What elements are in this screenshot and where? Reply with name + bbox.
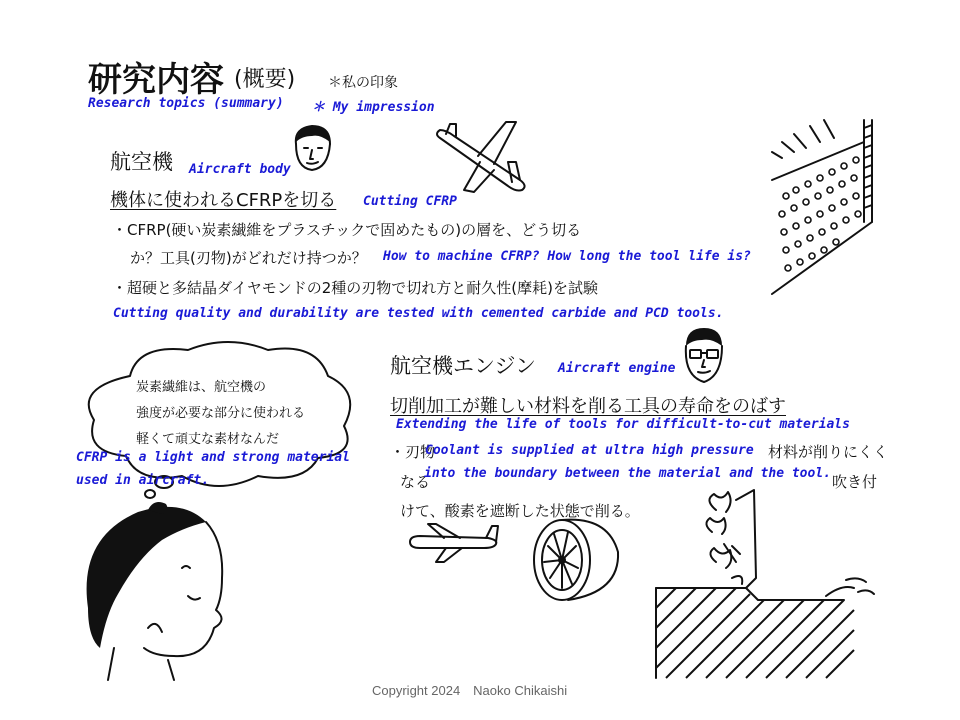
engine-en-line-1: Coolant is supplied at ultra high pressure [425,443,754,458]
copyright-notice: Copyright 2024 Naoko Chikaishi [372,683,568,698]
page-title-en: Research topics (summary) [88,96,284,111]
bubble-line-3: 軽くて頑丈な素材なんだ [136,432,280,447]
airplane-illustration [432,116,532,200]
bubble-line-2: 強度が必要な部分に使われる [136,406,306,421]
bubble-line-1: 炭素繊維は、航空機の [136,380,267,395]
aircraft-bullet-1-line-1: ・CFRP(硬い炭素繊維をプラスチックで固めたもの)の層を、どう切る [112,221,582,239]
engine-subheading: 切削加工が難しい材料を削る工具の寿命をのばす [390,396,786,417]
engine-line-3: けて、酸素を遮断した状態で削る。 [400,502,640,520]
page-title: 研究内容 [88,60,224,100]
engine-heading-en: Aircraft engine [558,361,676,376]
engine-line-2-end: 吹き付 [832,473,878,491]
engine-en-line-2: into the boundary between the material and the tool. [424,466,831,481]
child-thinking-illustration [78,498,228,680]
aircraft-bullet-1-en: How to machine CFRP? How long the tool life is? [383,249,751,264]
aircraft-bullet-1-line-2: か？工具(刃物)がどれだけ持つか？ [130,249,367,267]
engine-line-1-start: ・刃物 [390,443,436,461]
bubble-en-line-2: used in aircraft. [76,473,210,488]
engine-line-2-start: なる [400,473,431,491]
engine-subheading-en: Extending the life of tools for difficult-to-cut materials [396,417,850,432]
aircraft-heading-en: Aircraft body [189,162,291,177]
engine-line-1-end: 材料が削りにくく [768,443,889,461]
page-title-sub: (概要) [234,67,296,92]
aircraft-subheading-en: Cutting CFRP [363,194,457,209]
jet-engine-illustration [528,512,628,604]
aircraft-bullet-2-en: Cutting quality and durability are tested with cemented carbide and PCD tools. [113,306,724,321]
coolant-cutting-illustration [654,488,884,678]
researcher-face-illustration [290,122,336,174]
engine-heading: 航空機エンジン [390,354,536,378]
aircraft-subheading: 機体に使われるCFRPを切る [110,190,337,211]
small-airplane-illustration [408,520,500,564]
aircraft-bullet-2: ・超硬と多結晶ダイヤモンドの2種の刃物で切れ方と耐久性(摩耗)を試験 [112,279,598,297]
engineer-face-illustration [682,326,726,386]
aircraft-heading: 航空機 [110,150,173,174]
impression-note-en: ＊ My impression [312,100,435,115]
impression-note: ＊私の印象 [328,75,398,91]
cfrp-cross-section-illustration [772,118,882,298]
bubble-en-line-1: CFRP is a light and strong material [76,450,350,465]
